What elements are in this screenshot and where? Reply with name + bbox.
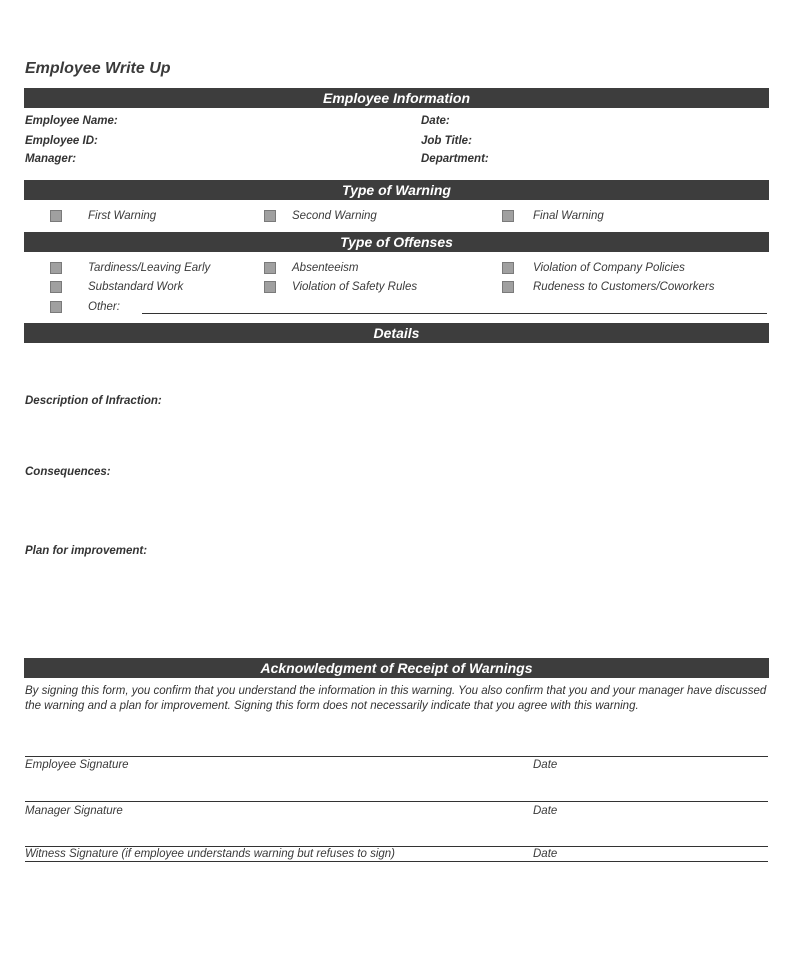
- substandard-work-label: Substandard Work: [88, 281, 184, 293]
- final-warning-checkbox[interactable]: [502, 210, 514, 222]
- section-header-type-of-offenses: Type of Offenses: [24, 232, 769, 252]
- acknowledgment-text: By signing this form, you confirm that you understand the information in this warning. You also confirm that you and your manager have discussed the warning and a plan for improvement. Signing this form does not necessarily indicate that you agree with this warning.: [25, 685, 767, 712]
- witness-signature-label: Witness Signature (if employee understands warning but refuses to sign): [25, 848, 396, 860]
- other-checkbox[interactable]: [50, 301, 62, 313]
- employee-signature-date-label: Date: [533, 759, 558, 771]
- section-header-details: Details: [24, 323, 769, 343]
- absenteeism-label: Absenteeism: [292, 262, 359, 274]
- other-label: Other:: [88, 301, 120, 313]
- tardiness-checkbox[interactable]: [50, 262, 62, 274]
- policy-violation-label: Violation of Company Policies: [533, 262, 685, 274]
- substandard-work-checkbox[interactable]: [50, 281, 62, 293]
- employee-signature-line[interactable]: [25, 756, 768, 757]
- tardiness-label: Tardiness/Leaving Early: [88, 262, 211, 274]
- policy-violation-checkbox[interactable]: [502, 262, 514, 274]
- section-header-type-of-warning: Type of Warning: [24, 180, 769, 200]
- witness-signature-date-label: Date: [533, 848, 558, 860]
- other-input-line[interactable]: [142, 313, 767, 314]
- date-label: Date:: [421, 115, 450, 127]
- manager-signature-label: Manager Signature: [25, 805, 123, 817]
- employee-name-label: Employee Name:: [25, 115, 118, 127]
- safety-violation-label: Violation of Safety Rules: [292, 281, 418, 293]
- consequences-label: Consequences:: [25, 466, 111, 478]
- rudeness-checkbox[interactable]: [502, 281, 514, 293]
- employee-id-label: Employee ID:: [25, 135, 98, 147]
- employee-signature-label: Employee Signature: [25, 759, 129, 771]
- manager-signature-line[interactable]: [25, 801, 768, 802]
- witness-bottom-line: [25, 861, 768, 862]
- section-header-employee-information: Employee Information: [24, 88, 769, 108]
- department-label: Department:: [421, 153, 489, 165]
- section-header-acknowledgment: Acknowledgment of Receipt of Warnings: [24, 658, 769, 678]
- safety-violation-checkbox[interactable]: [264, 281, 276, 293]
- job-title-label: Job Title:: [421, 135, 472, 147]
- manager-label: Manager:: [25, 153, 77, 165]
- final-warning-label: Final Warning: [533, 210, 604, 222]
- absenteeism-checkbox[interactable]: [264, 262, 276, 274]
- second-warning-checkbox[interactable]: [264, 210, 276, 222]
- first-warning-checkbox[interactable]: [50, 210, 62, 222]
- second-warning-label: Second Warning: [292, 210, 377, 222]
- plan-for-improvement-label: Plan for improvement:: [25, 545, 148, 557]
- page-title: Employee Write Up: [25, 60, 171, 77]
- description-of-infraction-label: Description of Infraction:: [25, 395, 162, 407]
- first-warning-label: First Warning: [88, 210, 157, 222]
- witness-signature-line[interactable]: [25, 846, 768, 847]
- manager-signature-date-label: Date: [533, 805, 558, 817]
- rudeness-label: Rudeness to Customers/Coworkers: [533, 281, 715, 293]
